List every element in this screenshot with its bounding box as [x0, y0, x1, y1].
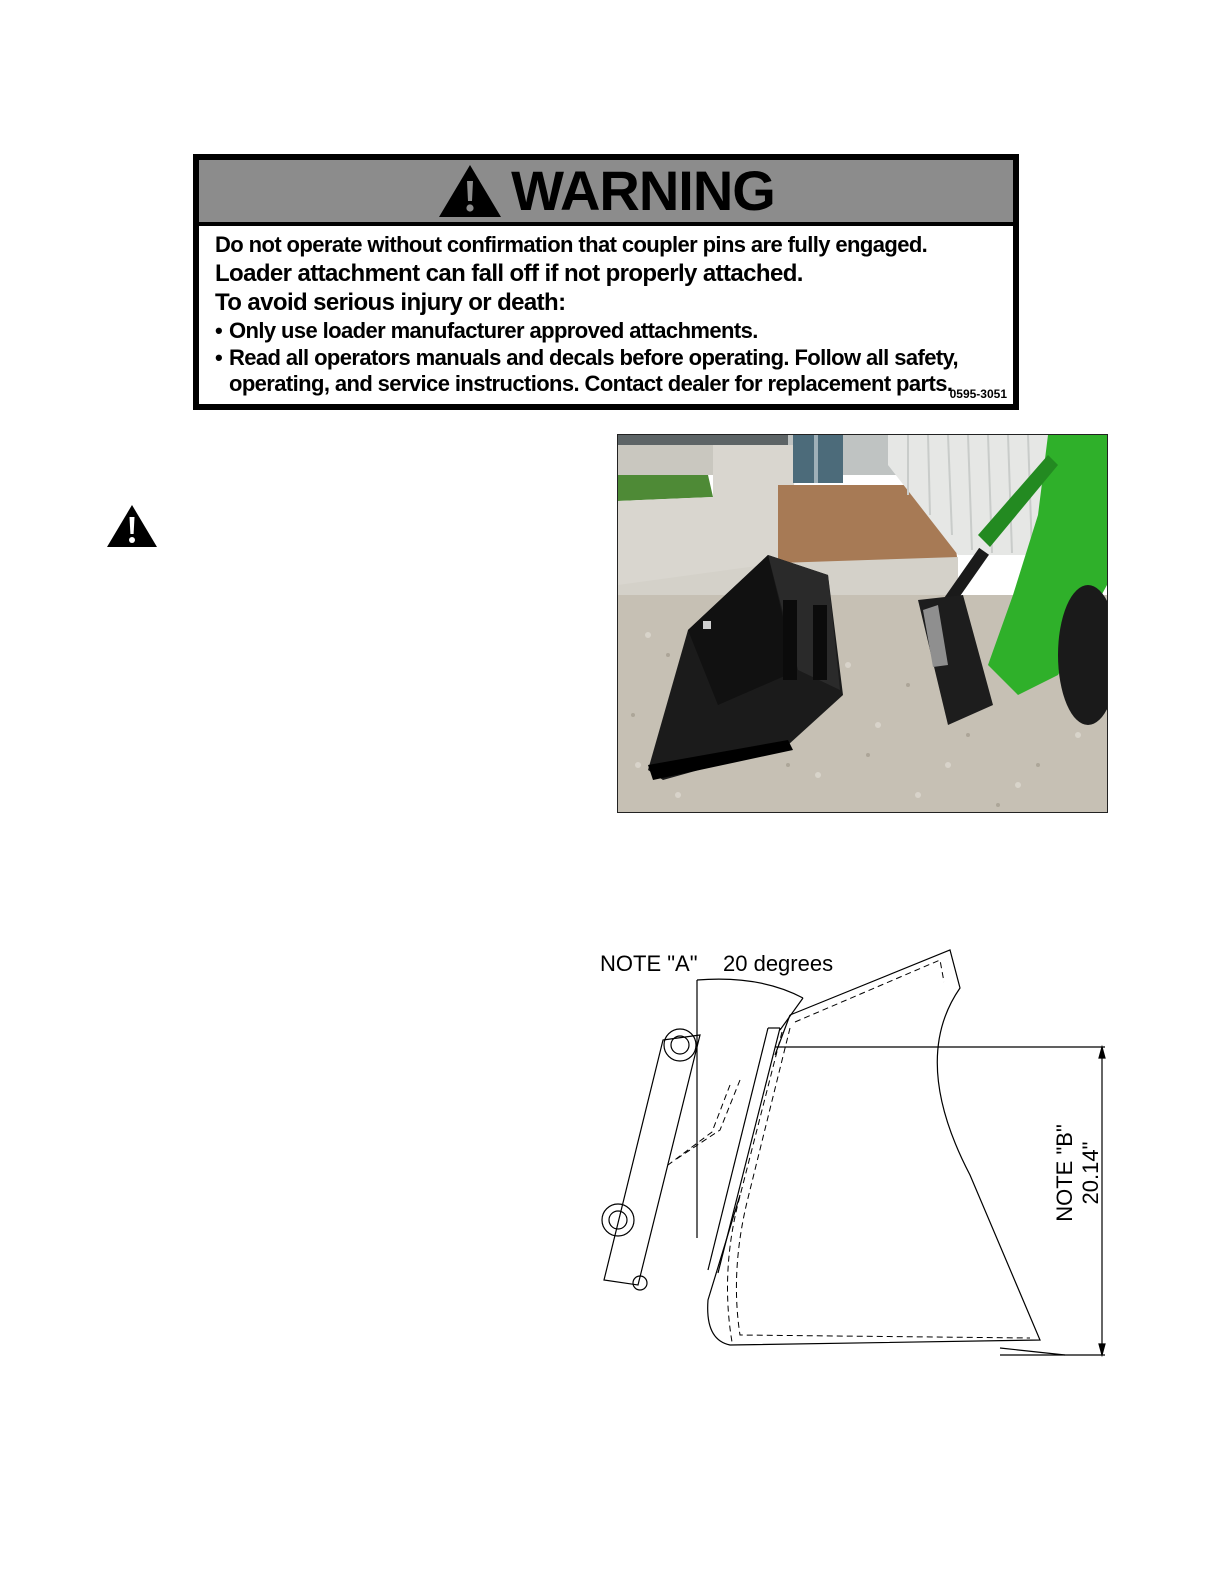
warning-title: WARNING	[511, 159, 775, 222]
warning-header-band	[199, 160, 1013, 226]
warning-bullet-item	[215, 347, 1007, 369]
warning-triangle-icon	[106, 504, 158, 548]
warning-line: Do not operate without confirmation that coupler pins are fully engaged.	[215, 232, 928, 257]
warning-triangle-icon	[437, 163, 503, 219]
note-b-annotation	[1050, 1125, 1110, 1265]
warning-bullet-item	[215, 320, 1007, 342]
note-b-label: NOTE "B"	[1052, 1124, 1077, 1222]
warning-line: Loader attachment can fall off if not properly attached.	[215, 260, 803, 287]
warning-bullet-continuation: operating, and service instructions. Contact dealer for replacement parts.	[229, 371, 953, 396]
warning-text	[215, 232, 1007, 395]
warning-decal	[193, 154, 1019, 410]
warning-bullet-text: Only use loader manufacturer approved attachments.	[229, 318, 758, 343]
warning-line: To avoid serious injury or death:	[215, 289, 566, 316]
bullet: •	[215, 345, 223, 370]
warning-bullet-text: Read all operators manuals and decals before operating. Follow all safety,	[229, 345, 959, 370]
decal-part-number: 0595-3051	[949, 387, 1007, 401]
note-a-label: NOTE "A"	[600, 951, 698, 976]
bucket-profile-drawing	[590, 940, 1110, 1370]
bullet: •	[215, 318, 223, 343]
loader-bucket-photo	[617, 434, 1108, 813]
note-a-value: 20 degrees	[723, 951, 834, 976]
note-b-value: 20.14"	[1078, 1141, 1103, 1205]
